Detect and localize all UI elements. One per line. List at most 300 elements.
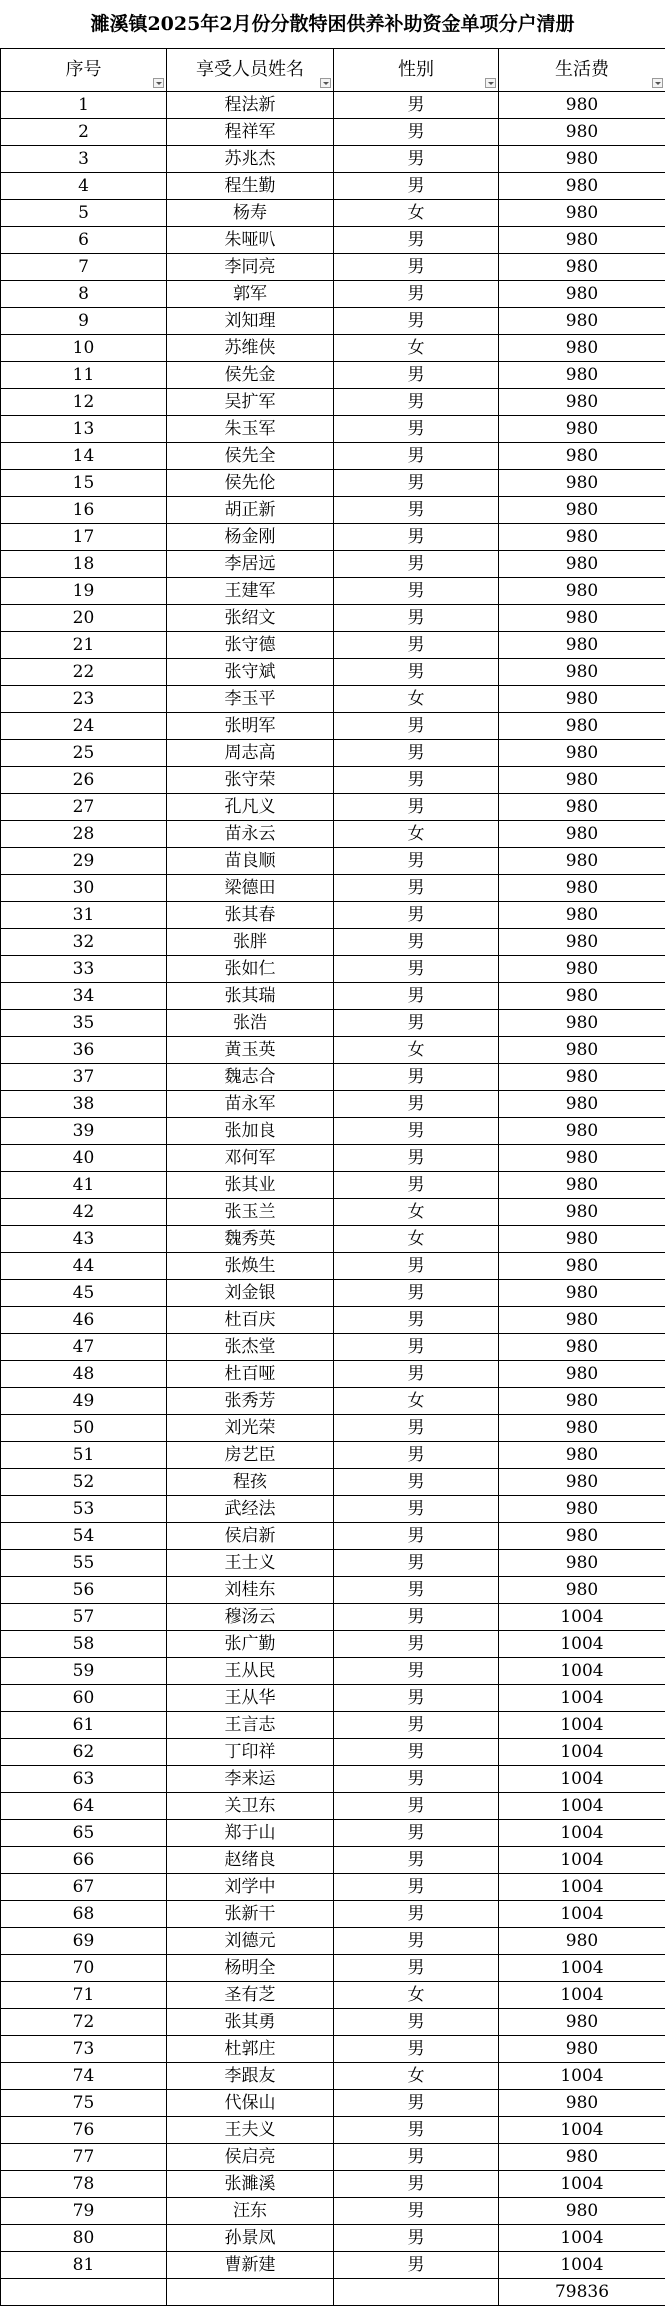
table-row bbox=[1, 1091, 665, 1118]
row-index-cell: 11 bbox=[1, 362, 167, 389]
living-cost-cell: 980 bbox=[499, 1172, 665, 1199]
person-name-cell: 黄玉英 bbox=[167, 1037, 334, 1064]
living-cost-cell: 980 bbox=[499, 443, 665, 470]
living-cost-cell: 980 bbox=[499, 578, 665, 605]
living-cost-cell: 980 bbox=[499, 713, 665, 740]
living-cost-cell: 980 bbox=[499, 686, 665, 713]
row-index-cell: 21 bbox=[1, 632, 167, 659]
table-row bbox=[1, 200, 665, 227]
gender-cell: 女 bbox=[334, 821, 499, 848]
row-index-cell: 77 bbox=[1, 2144, 167, 2171]
gender-cell: 男 bbox=[334, 1739, 499, 1766]
row-index-cell: 80 bbox=[1, 2225, 167, 2252]
gender-cell: 男 bbox=[334, 848, 499, 875]
gender-cell: 女 bbox=[334, 686, 499, 713]
table-row bbox=[1, 1793, 665, 1820]
person-name-cell: 房艺臣 bbox=[167, 1442, 334, 1469]
person-name-cell: 苗良顺 bbox=[167, 848, 334, 875]
gender-cell: 男 bbox=[334, 2144, 499, 2171]
row-index-cell: 18 bbox=[1, 551, 167, 578]
person-name-cell: 王夫义 bbox=[167, 2117, 334, 2144]
gender-cell: 男 bbox=[334, 1253, 499, 1280]
row-index-cell: 58 bbox=[1, 1631, 167, 1658]
table-row bbox=[1, 767, 665, 794]
living-cost-cell: 980 bbox=[499, 1415, 665, 1442]
row-index-cell: 63 bbox=[1, 1766, 167, 1793]
table-row bbox=[1, 875, 665, 902]
living-cost-cell: 980 bbox=[499, 767, 665, 794]
row-index-cell: 24 bbox=[1, 713, 167, 740]
living-cost-cell: 980 bbox=[499, 1199, 665, 1226]
column-header-label: 生活费 bbox=[555, 59, 609, 80]
person-name-cell: 苏维侠 bbox=[167, 335, 334, 362]
row-index-cell: 65 bbox=[1, 1820, 167, 1847]
living-cost-cell: 980 bbox=[499, 416, 665, 443]
person-name-cell: 刘德元 bbox=[167, 1928, 334, 1955]
gender-cell: 男 bbox=[334, 524, 499, 551]
row-index-cell: 16 bbox=[1, 497, 167, 524]
row-index-cell: 25 bbox=[1, 740, 167, 767]
living-cost-cell: 1004 bbox=[499, 1901, 665, 1928]
gender-cell: 女 bbox=[334, 1199, 499, 1226]
person-name-cell: 王建军 bbox=[167, 578, 334, 605]
person-name-cell: 侯先全 bbox=[167, 443, 334, 470]
living-cost-cell: 980 bbox=[499, 794, 665, 821]
row-index-cell: 53 bbox=[1, 1496, 167, 1523]
gender-cell: 男 bbox=[334, 2171, 499, 2198]
person-name-cell: 魏秀英 bbox=[167, 1226, 334, 1253]
row-index-cell: 54 bbox=[1, 1523, 167, 1550]
table-row bbox=[1, 1874, 665, 1901]
empty-cell bbox=[1, 2279, 167, 2306]
living-cost-cell: 980 bbox=[499, 389, 665, 416]
living-cost-cell: 1004 bbox=[499, 1658, 665, 1685]
table-row bbox=[1, 1442, 665, 1469]
person-name-cell: 武经法 bbox=[167, 1496, 334, 1523]
row-index-cell: 71 bbox=[1, 1982, 167, 2009]
person-name-cell: 张胖 bbox=[167, 929, 334, 956]
table-row bbox=[1, 2009, 665, 2036]
table-row bbox=[1, 92, 665, 119]
row-index-cell: 50 bbox=[1, 1415, 167, 1442]
living-cost-cell: 1004 bbox=[499, 1685, 665, 1712]
row-index-cell: 14 bbox=[1, 443, 167, 470]
row-index-cell: 67 bbox=[1, 1874, 167, 1901]
person-name-cell: 张其勇 bbox=[167, 2009, 334, 2036]
gender-cell: 女 bbox=[334, 1388, 499, 1415]
table-row bbox=[1, 794, 665, 821]
column-header-label: 性别 bbox=[398, 59, 434, 80]
row-index-cell: 2 bbox=[1, 119, 167, 146]
row-index-cell: 10 bbox=[1, 335, 167, 362]
living-cost-cell: 1004 bbox=[499, 2117, 665, 2144]
living-cost-cell: 980 bbox=[499, 1226, 665, 1253]
person-name-cell: 孙景凤 bbox=[167, 2225, 334, 2252]
row-index-cell: 62 bbox=[1, 1739, 167, 1766]
living-cost-cell: 980 bbox=[499, 821, 665, 848]
person-name-cell: 李跟友 bbox=[167, 2063, 334, 2090]
person-name-cell: 张明军 bbox=[167, 713, 334, 740]
gender-cell: 男 bbox=[334, 632, 499, 659]
row-index-cell: 51 bbox=[1, 1442, 167, 1469]
row-index-cell: 36 bbox=[1, 1037, 167, 1064]
table-row bbox=[1, 686, 665, 713]
gender-cell: 男 bbox=[334, 1469, 499, 1496]
person-name-cell: 张其春 bbox=[167, 902, 334, 929]
person-name-cell: 刘桂东 bbox=[167, 1577, 334, 1604]
empty-cell bbox=[167, 2279, 334, 2306]
person-name-cell: 张如仁 bbox=[167, 956, 334, 983]
row-index-cell: 72 bbox=[1, 2009, 167, 2036]
gender-cell: 男 bbox=[334, 1091, 499, 1118]
person-name-cell: 刘光荣 bbox=[167, 1415, 334, 1442]
row-index-cell: 68 bbox=[1, 1901, 167, 1928]
filter-dropdown-icon[interactable] bbox=[652, 78, 663, 88]
gender-cell: 男 bbox=[334, 1793, 499, 1820]
person-name-cell: 苏兆杰 bbox=[167, 146, 334, 173]
living-cost-cell: 980 bbox=[499, 956, 665, 983]
table-row bbox=[1, 578, 665, 605]
person-name-cell: 张濉溪 bbox=[167, 2171, 334, 2198]
table-row bbox=[1, 821, 665, 848]
row-index-cell: 1 bbox=[1, 92, 167, 119]
row-index-cell: 28 bbox=[1, 821, 167, 848]
person-name-cell: 穆汤云 bbox=[167, 1604, 334, 1631]
table-row bbox=[1, 362, 665, 389]
row-index-cell: 69 bbox=[1, 1928, 167, 1955]
living-cost-cell: 1004 bbox=[499, 1793, 665, 1820]
empty-cell bbox=[334, 2279, 499, 2306]
table-row bbox=[1, 1172, 665, 1199]
gender-cell: 男 bbox=[334, 1442, 499, 1469]
person-name-cell: 张秀芳 bbox=[167, 1388, 334, 1415]
gender-cell: 男 bbox=[334, 2225, 499, 2252]
table-row bbox=[1, 1685, 665, 1712]
table-row bbox=[1, 902, 665, 929]
gender-cell: 男 bbox=[334, 497, 499, 524]
row-index-cell: 46 bbox=[1, 1307, 167, 1334]
gender-cell: 男 bbox=[334, 1928, 499, 1955]
living-cost-cell: 980 bbox=[499, 1550, 665, 1577]
person-name-cell: 胡正新 bbox=[167, 497, 334, 524]
gender-cell: 女 bbox=[334, 1226, 499, 1253]
person-name-cell: 王言志 bbox=[167, 1712, 334, 1739]
row-index-cell: 43 bbox=[1, 1226, 167, 1253]
table-row bbox=[1, 1037, 665, 1064]
column-header-index bbox=[1, 49, 167, 92]
row-index-cell: 5 bbox=[1, 200, 167, 227]
living-cost-cell: 980 bbox=[499, 1496, 665, 1523]
gender-cell: 男 bbox=[334, 1145, 499, 1172]
person-name-cell: 吴扩军 bbox=[167, 389, 334, 416]
person-name-cell: 张焕生 bbox=[167, 1253, 334, 1280]
row-index-cell: 41 bbox=[1, 1172, 167, 1199]
living-cost-cell: 980 bbox=[499, 281, 665, 308]
table-row bbox=[1, 740, 665, 767]
person-name-cell: 邓何军 bbox=[167, 1145, 334, 1172]
row-index-cell: 4 bbox=[1, 173, 167, 200]
gender-cell: 男 bbox=[334, 659, 499, 686]
gender-cell: 男 bbox=[334, 470, 499, 497]
table-row bbox=[1, 1739, 665, 1766]
table-row bbox=[1, 2198, 665, 2225]
person-name-cell: 刘学中 bbox=[167, 1874, 334, 1901]
person-name-cell: 杜郭庄 bbox=[167, 2036, 334, 2063]
row-index-cell: 76 bbox=[1, 2117, 167, 2144]
row-index-cell: 57 bbox=[1, 1604, 167, 1631]
gender-cell: 男 bbox=[334, 1523, 499, 1550]
table-row bbox=[1, 2171, 665, 2198]
table-row bbox=[1, 2063, 665, 2090]
gender-cell: 男 bbox=[334, 1415, 499, 1442]
gender-cell: 女 bbox=[334, 2063, 499, 2090]
gender-cell: 男 bbox=[334, 2117, 499, 2144]
row-index-cell: 56 bbox=[1, 1577, 167, 1604]
table-row bbox=[1, 1415, 665, 1442]
living-cost-cell: 980 bbox=[499, 146, 665, 173]
living-cost-cell: 980 bbox=[499, 632, 665, 659]
gender-cell: 男 bbox=[334, 875, 499, 902]
gender-cell: 女 bbox=[334, 200, 499, 227]
gender-cell: 男 bbox=[334, 1550, 499, 1577]
table-row bbox=[1, 443, 665, 470]
row-index-cell: 17 bbox=[1, 524, 167, 551]
living-cost-cell: 980 bbox=[499, 1253, 665, 1280]
table-row bbox=[1, 2036, 665, 2063]
table-row bbox=[1, 1982, 665, 2009]
gender-cell: 男 bbox=[334, 2252, 499, 2279]
person-name-cell: 张其业 bbox=[167, 1172, 334, 1199]
person-name-cell: 刘金银 bbox=[167, 1280, 334, 1307]
column-header-living-cost bbox=[499, 49, 665, 92]
column-header-label: 享受人员姓名 bbox=[196, 59, 304, 80]
person-name-cell: 汪东 bbox=[167, 2198, 334, 2225]
person-name-cell: 张守德 bbox=[167, 632, 334, 659]
table-row bbox=[1, 281, 665, 308]
gender-cell: 男 bbox=[334, 1685, 499, 1712]
row-index-cell: 79 bbox=[1, 2198, 167, 2225]
row-index-cell: 48 bbox=[1, 1361, 167, 1388]
living-cost-cell: 1004 bbox=[499, 1847, 665, 1874]
living-cost-cell: 1004 bbox=[499, 1820, 665, 1847]
gender-cell: 男 bbox=[334, 1064, 499, 1091]
living-cost-cell: 980 bbox=[499, 659, 665, 686]
row-index-cell: 39 bbox=[1, 1118, 167, 1145]
row-index-cell: 42 bbox=[1, 1199, 167, 1226]
living-cost-cell: 980 bbox=[499, 1334, 665, 1361]
living-cost-cell: 980 bbox=[499, 470, 665, 497]
table-row bbox=[1, 2090, 665, 2117]
person-name-cell: 朱玉军 bbox=[167, 416, 334, 443]
table-row bbox=[1, 1010, 665, 1037]
person-name-cell: 张加良 bbox=[167, 1118, 334, 1145]
person-name-cell: 杜百哑 bbox=[167, 1361, 334, 1388]
table-row bbox=[1, 1847, 665, 1874]
living-cost-cell: 1004 bbox=[499, 1874, 665, 1901]
gender-cell: 女 bbox=[334, 1037, 499, 1064]
person-name-cell: 王从华 bbox=[167, 1685, 334, 1712]
person-name-cell: 刘知理 bbox=[167, 308, 334, 335]
living-cost-cell: 1004 bbox=[499, 2225, 665, 2252]
living-cost-cell: 980 bbox=[499, 227, 665, 254]
living-cost-cell: 980 bbox=[499, 605, 665, 632]
table-row bbox=[1, 1199, 665, 1226]
gender-cell: 男 bbox=[334, 1118, 499, 1145]
table-row bbox=[1, 254, 665, 281]
table-row bbox=[1, 1118, 665, 1145]
row-index-cell: 78 bbox=[1, 2171, 167, 2198]
row-index-cell: 6 bbox=[1, 227, 167, 254]
table-row bbox=[1, 929, 665, 956]
total-amount-cell: 79836 bbox=[499, 2279, 665, 2306]
row-index-cell: 12 bbox=[1, 389, 167, 416]
table-row bbox=[1, 2225, 665, 2252]
living-cost-cell: 1004 bbox=[499, 1712, 665, 1739]
gender-cell: 男 bbox=[334, 767, 499, 794]
gender-cell: 男 bbox=[334, 1901, 499, 1928]
row-index-cell: 31 bbox=[1, 902, 167, 929]
table-row bbox=[1, 1307, 665, 1334]
row-index-cell: 37 bbox=[1, 1064, 167, 1091]
table-row bbox=[1, 227, 665, 254]
row-index-cell: 27 bbox=[1, 794, 167, 821]
row-index-cell: 81 bbox=[1, 2252, 167, 2279]
table-row bbox=[1, 1361, 665, 1388]
living-cost-cell: 1004 bbox=[499, 1604, 665, 1631]
person-name-cell: 李同亮 bbox=[167, 254, 334, 281]
row-index-cell: 75 bbox=[1, 2090, 167, 2117]
living-cost-cell: 1004 bbox=[499, 1955, 665, 1982]
row-index-cell: 8 bbox=[1, 281, 167, 308]
person-name-cell: 杨明全 bbox=[167, 1955, 334, 1982]
gender-cell: 男 bbox=[334, 1280, 499, 1307]
table-row bbox=[1, 1928, 665, 1955]
living-cost-cell: 980 bbox=[499, 308, 665, 335]
gender-cell: 男 bbox=[334, 2036, 499, 2063]
living-cost-cell: 980 bbox=[499, 2090, 665, 2117]
person-name-cell: 张浩 bbox=[167, 1010, 334, 1037]
gender-cell: 男 bbox=[334, 740, 499, 767]
table-row bbox=[1, 605, 665, 632]
living-cost-cell: 1004 bbox=[499, 2252, 665, 2279]
living-cost-cell: 980 bbox=[499, 1577, 665, 1604]
table-row bbox=[1, 1388, 665, 1415]
living-cost-cell: 980 bbox=[499, 551, 665, 578]
filter-dropdown-icon[interactable] bbox=[153, 78, 164, 88]
row-index-cell: 73 bbox=[1, 2036, 167, 2063]
person-name-cell: 魏志合 bbox=[167, 1064, 334, 1091]
filter-dropdown-icon[interactable] bbox=[320, 78, 331, 88]
gender-cell: 女 bbox=[334, 335, 499, 362]
living-cost-cell: 980 bbox=[499, 1928, 665, 1955]
person-name-cell: 张新干 bbox=[167, 1901, 334, 1928]
living-cost-cell: 980 bbox=[499, 1145, 665, 1172]
gender-cell: 男 bbox=[334, 1604, 499, 1631]
gender-cell: 男 bbox=[334, 2009, 499, 2036]
table-row bbox=[1, 1496, 665, 1523]
gender-cell: 男 bbox=[334, 1712, 499, 1739]
person-name-cell: 李玉平 bbox=[167, 686, 334, 713]
living-cost-cell: 980 bbox=[499, 1388, 665, 1415]
person-name-cell: 朱哑叭 bbox=[167, 227, 334, 254]
gender-cell: 男 bbox=[334, 443, 499, 470]
row-index-cell: 26 bbox=[1, 767, 167, 794]
gender-cell: 男 bbox=[334, 146, 499, 173]
gender-cell: 男 bbox=[334, 2198, 499, 2225]
row-index-cell: 38 bbox=[1, 1091, 167, 1118]
table-row bbox=[1, 983, 665, 1010]
table-row bbox=[1, 470, 665, 497]
person-name-cell: 李居远 bbox=[167, 551, 334, 578]
row-index-cell: 13 bbox=[1, 416, 167, 443]
gender-cell: 男 bbox=[334, 1577, 499, 1604]
gender-cell: 男 bbox=[334, 1874, 499, 1901]
person-name-cell: 圣有芝 bbox=[167, 1982, 334, 2009]
table-row bbox=[1, 1253, 665, 1280]
gender-cell: 男 bbox=[334, 1631, 499, 1658]
row-index-cell: 59 bbox=[1, 1658, 167, 1685]
living-cost-cell: 980 bbox=[499, 1361, 665, 1388]
person-name-cell: 侯先金 bbox=[167, 362, 334, 389]
row-index-cell: 47 bbox=[1, 1334, 167, 1361]
total-row bbox=[1, 2279, 665, 2306]
table-row bbox=[1, 1469, 665, 1496]
living-cost-cell: 980 bbox=[499, 2009, 665, 2036]
filter-dropdown-icon[interactable] bbox=[485, 78, 496, 88]
gender-cell: 男 bbox=[334, 416, 499, 443]
gender-cell: 男 bbox=[334, 362, 499, 389]
row-index-cell: 15 bbox=[1, 470, 167, 497]
column-header-label: 序号 bbox=[65, 59, 102, 80]
person-name-cell: 王士义 bbox=[167, 1550, 334, 1577]
living-cost-cell: 980 bbox=[499, 740, 665, 767]
gender-cell: 男 bbox=[334, 605, 499, 632]
living-cost-cell: 980 bbox=[499, 254, 665, 281]
person-name-cell: 侯先伦 bbox=[167, 470, 334, 497]
person-name-cell: 苗永军 bbox=[167, 1091, 334, 1118]
gender-cell: 男 bbox=[334, 983, 499, 1010]
gender-cell: 男 bbox=[334, 929, 499, 956]
table-row bbox=[1, 2117, 665, 2144]
living-cost-cell: 980 bbox=[499, 497, 665, 524]
gender-cell: 男 bbox=[334, 227, 499, 254]
living-cost-cell: 1004 bbox=[499, 1631, 665, 1658]
table-row bbox=[1, 848, 665, 875]
table-row bbox=[1, 1901, 665, 1928]
gender-cell: 男 bbox=[334, 119, 499, 146]
table-row bbox=[1, 956, 665, 983]
table-row bbox=[1, 497, 665, 524]
person-name-cell: 关卫东 bbox=[167, 1793, 334, 1820]
table-row bbox=[1, 1550, 665, 1577]
row-index-cell: 7 bbox=[1, 254, 167, 281]
living-cost-cell: 980 bbox=[499, 983, 665, 1010]
row-index-cell: 66 bbox=[1, 1847, 167, 1874]
gender-cell: 男 bbox=[334, 902, 499, 929]
person-name-cell: 张守荣 bbox=[167, 767, 334, 794]
row-index-cell: 35 bbox=[1, 1010, 167, 1037]
living-cost-cell: 980 bbox=[499, 1523, 665, 1550]
person-name-cell: 王从民 bbox=[167, 1658, 334, 1685]
row-index-cell: 55 bbox=[1, 1550, 167, 1577]
gender-cell: 男 bbox=[334, 794, 499, 821]
gender-cell: 男 bbox=[334, 1766, 499, 1793]
allowance-table bbox=[0, 48, 665, 2306]
person-name-cell: 周志高 bbox=[167, 740, 334, 767]
table-row bbox=[1, 2144, 665, 2171]
gender-cell: 男 bbox=[334, 281, 499, 308]
gender-cell: 男 bbox=[334, 1334, 499, 1361]
